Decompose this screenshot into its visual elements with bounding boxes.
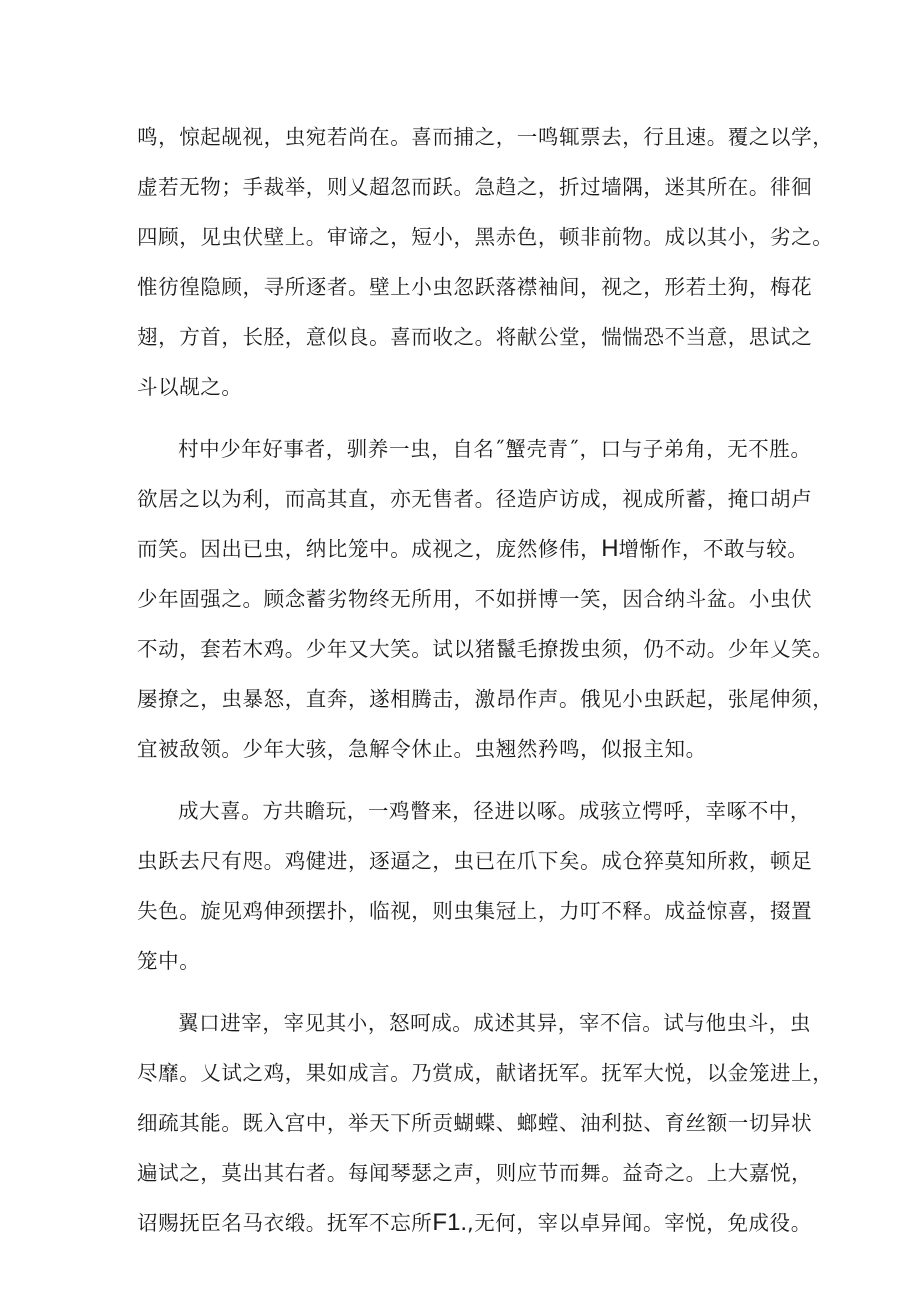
- text-line: 失色。旋见鸡伸颈摆扑，临视，则虫集冠上，力叮不释。成益惊喜，掇置: [137, 899, 813, 923]
- ocr-artifact-glyph: F1.: [432, 1209, 468, 1236]
- text-segment: ,无何，宰以卓异闻。宰悦，免成役。: [467, 1211, 812, 1235]
- document-body: [137, 112, 834, 1248]
- text-line: 虫跃去尺有咫。鸡健进，逐逼之，虫已在爪下矣。成仓猝莫知所救，顿足: [137, 849, 813, 873]
- text-line: 少年固强之。顾念蓄劣物终无所用，不如拼博一笑，因合纳斗盆。小虫伏: [137, 587, 813, 611]
- text-segment: 诏赐抚臣名马衣缎。抚军不忘所: [137, 1211, 433, 1235]
- text-segment: 而笑。因出已虫，纳比笼中。成视之，庞然修伟，: [137, 537, 602, 561]
- paragraph-3: [137, 786, 813, 986]
- text-line: 虚若无物；手裁举，则乂超忽而跃。急趋之，折过墙隅，迷其所在。徘徊: [137, 175, 813, 199]
- paragraph-2: [137, 424, 834, 774]
- text-line: 细疏其能。既入宫中，举天下所贡蝴蝶、螂螳、油利挞、育丝额一切异状: [137, 1111, 813, 1135]
- text-line: 宜被敌领。少年大骇，急解令休止。虫翘然矜鸣，似报主知。: [137, 737, 707, 761]
- paragraph-4: [137, 998, 834, 1248]
- text-line: 笼中。: [137, 949, 201, 973]
- text-line: 成大喜。方共瞻玩，一鸡瞥来，径进以啄。成骇立愕呼，幸啄不中，: [178, 799, 811, 823]
- paragraph-gap: [137, 774, 805, 786]
- text-segment: 增惭作，不敢与较。: [618, 537, 809, 561]
- text-line: [137, 1198, 812, 1248]
- text-line: 翅，方首，长胫，意似良。喜而收之。将献公堂，惴惴恐不当意，思试之: [137, 325, 813, 349]
- paragraph-gap: [137, 412, 805, 424]
- ocr-artifact-glyph: H: [601, 535, 619, 562]
- text-line: 斗以觇之。: [137, 375, 243, 399]
- text-line: 屡撩之，虫暴怒，直奔，遂相腾击，激昂作声。俄见小虫跃起，张尾伸须，: [137, 687, 834, 711]
- text-line: 尽靡。乂试之鸡，果如成言。乃赏成，献诸抚军。抚军大悦，以金笼进上，: [137, 1061, 834, 1085]
- paragraph-1: [137, 112, 834, 412]
- text-line: 遍试之，莫出其右者。每闻琴瑟之声，则应节而舞。益奇之。上大嘉悦，: [137, 1161, 813, 1185]
- text-line: 村中少年好事者，驯养一虫，自名˝蟹壳青˝，口与子弟角，无不胜。: [178, 437, 812, 461]
- paragraph-gap: [137, 986, 805, 998]
- text-line: 四顾，见虫伏壁上。审谛之，短小，黑赤色，顿非前物。成以其小，劣之。: [137, 225, 834, 249]
- text-line: [137, 524, 809, 574]
- text-line: 不动，套若木鸡。少年又大笑。试以猪鬣毛撩拨虫须，仍不动。少年乂笑。: [137, 637, 834, 661]
- text-line: 翼口进宰，宰见其小，怒呵成。成述其异，宰不信。试与他虫斗，虫: [178, 1011, 811, 1035]
- text-line: 鸣，惊起觇视，虫宛若尚在。喜而捕之，一鸣辄票去，行且速。覆之以学，: [137, 125, 834, 149]
- text-line: 惟彷徨隐顾，寻所逐者。壁上小虫忽跃落襟袖间，视之，形若土狗，梅花: [137, 275, 813, 299]
- text-line: 欲居之以为利，而高其直，亦无售者。径造庐访成，视成所蓄，掩口胡卢: [137, 487, 813, 511]
